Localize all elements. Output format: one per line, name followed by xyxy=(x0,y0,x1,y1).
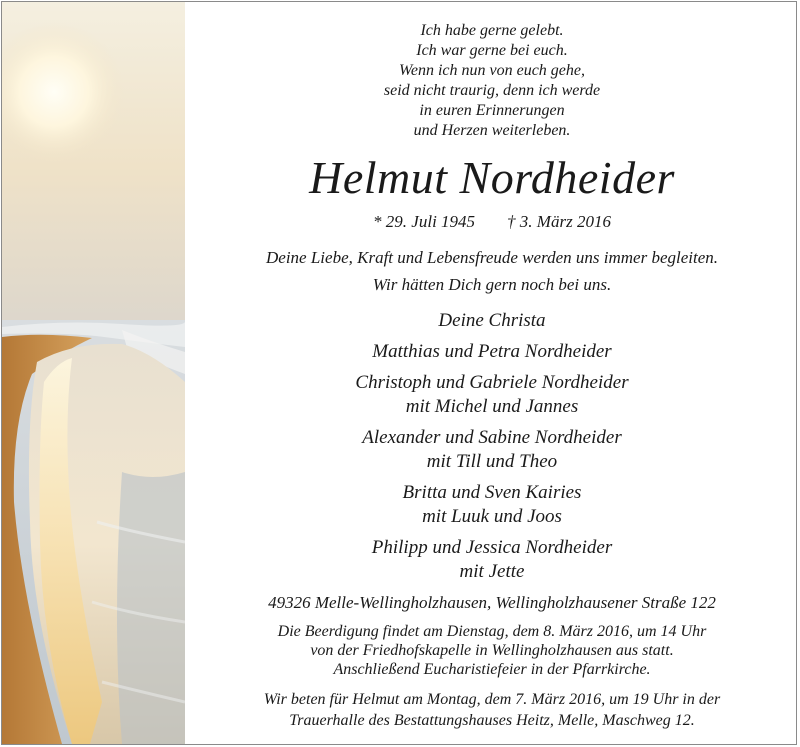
mourner-group xyxy=(186,536,798,584)
life-dates xyxy=(186,211,798,233)
mourner-group xyxy=(186,371,798,419)
mourner-line: Matthias und Petra Nordheider xyxy=(372,341,612,362)
mourner-line: Philipp und Jessica Nordheider xyxy=(371,537,613,558)
mourner-line: mit Luuk und Joos xyxy=(422,506,562,527)
funeral-line: von der Friedhofskapelle in Wellingholzhausen aus statt. xyxy=(310,642,674,659)
deceased-name: Helmut Nordheider xyxy=(309,152,675,203)
death-date: † 3. März 2016 xyxy=(507,212,611,231)
mourner-line: mit Jette xyxy=(459,561,525,582)
quote-line: Deine Liebe, Kraft und Lebensfreude werden uns immer begleiten. xyxy=(266,248,718,267)
funeral-line: Anschließend Eucharistiefeier in der Pfarrkirche. xyxy=(333,661,651,678)
mourner-line: Britta und Sven Kairies xyxy=(402,482,582,503)
poem-line: und Herzen weiterleben. xyxy=(413,122,571,139)
quote-line: Wir hätten Dich gern noch bei uns. xyxy=(372,275,612,294)
mourner-line: Christoph und Gabriele Nordheider xyxy=(355,372,629,393)
prayer-line: Wir beten für Helmut am Montag, dem 7. März 2016, um 19 Uhr in der xyxy=(263,691,721,708)
birth-date: * 29. Juli 1945 xyxy=(373,212,476,231)
prayer-line: Trauerhalle des Bestattungshauses Heitz, Melle, Maschweg 12. xyxy=(289,712,695,729)
mourners-list xyxy=(186,309,798,591)
poem-line: Ich war gerne bei euch. xyxy=(416,42,568,59)
poem xyxy=(186,21,798,141)
poem-line: Wenn ich nun von euch gehe, xyxy=(398,62,585,79)
mourner-line: Alexander und Sabine Nordheider xyxy=(362,427,622,448)
mourner-group xyxy=(186,309,798,333)
mourner-group xyxy=(186,426,798,474)
funeral-line: Die Beerdigung findet am Dienstag, dem 8. März 2016, um 14 Uhr xyxy=(277,623,707,640)
mourner-line: mit Till und Theo xyxy=(426,451,558,472)
poem-line: seid nicht traurig, denn ich werde xyxy=(383,82,601,99)
family-address: 49326 Melle-Wellingholzhausen, Wellingholzhausener Straße 122 xyxy=(268,593,716,612)
prayer-info xyxy=(186,689,798,731)
funeral-info xyxy=(186,622,798,679)
mourner-group xyxy=(186,481,798,529)
mourner-group xyxy=(186,340,798,364)
poem-line: Ich habe gerne gelebt. xyxy=(420,22,564,39)
poem-line: in euren Erinnerungen xyxy=(419,102,565,119)
mourner-line: Deine Christa xyxy=(438,310,546,331)
mourner-line: mit Michel und Jannes xyxy=(405,396,579,417)
beach-sunset-photo xyxy=(2,2,185,744)
memorial-quote xyxy=(186,244,798,298)
notice-content xyxy=(186,0,798,747)
